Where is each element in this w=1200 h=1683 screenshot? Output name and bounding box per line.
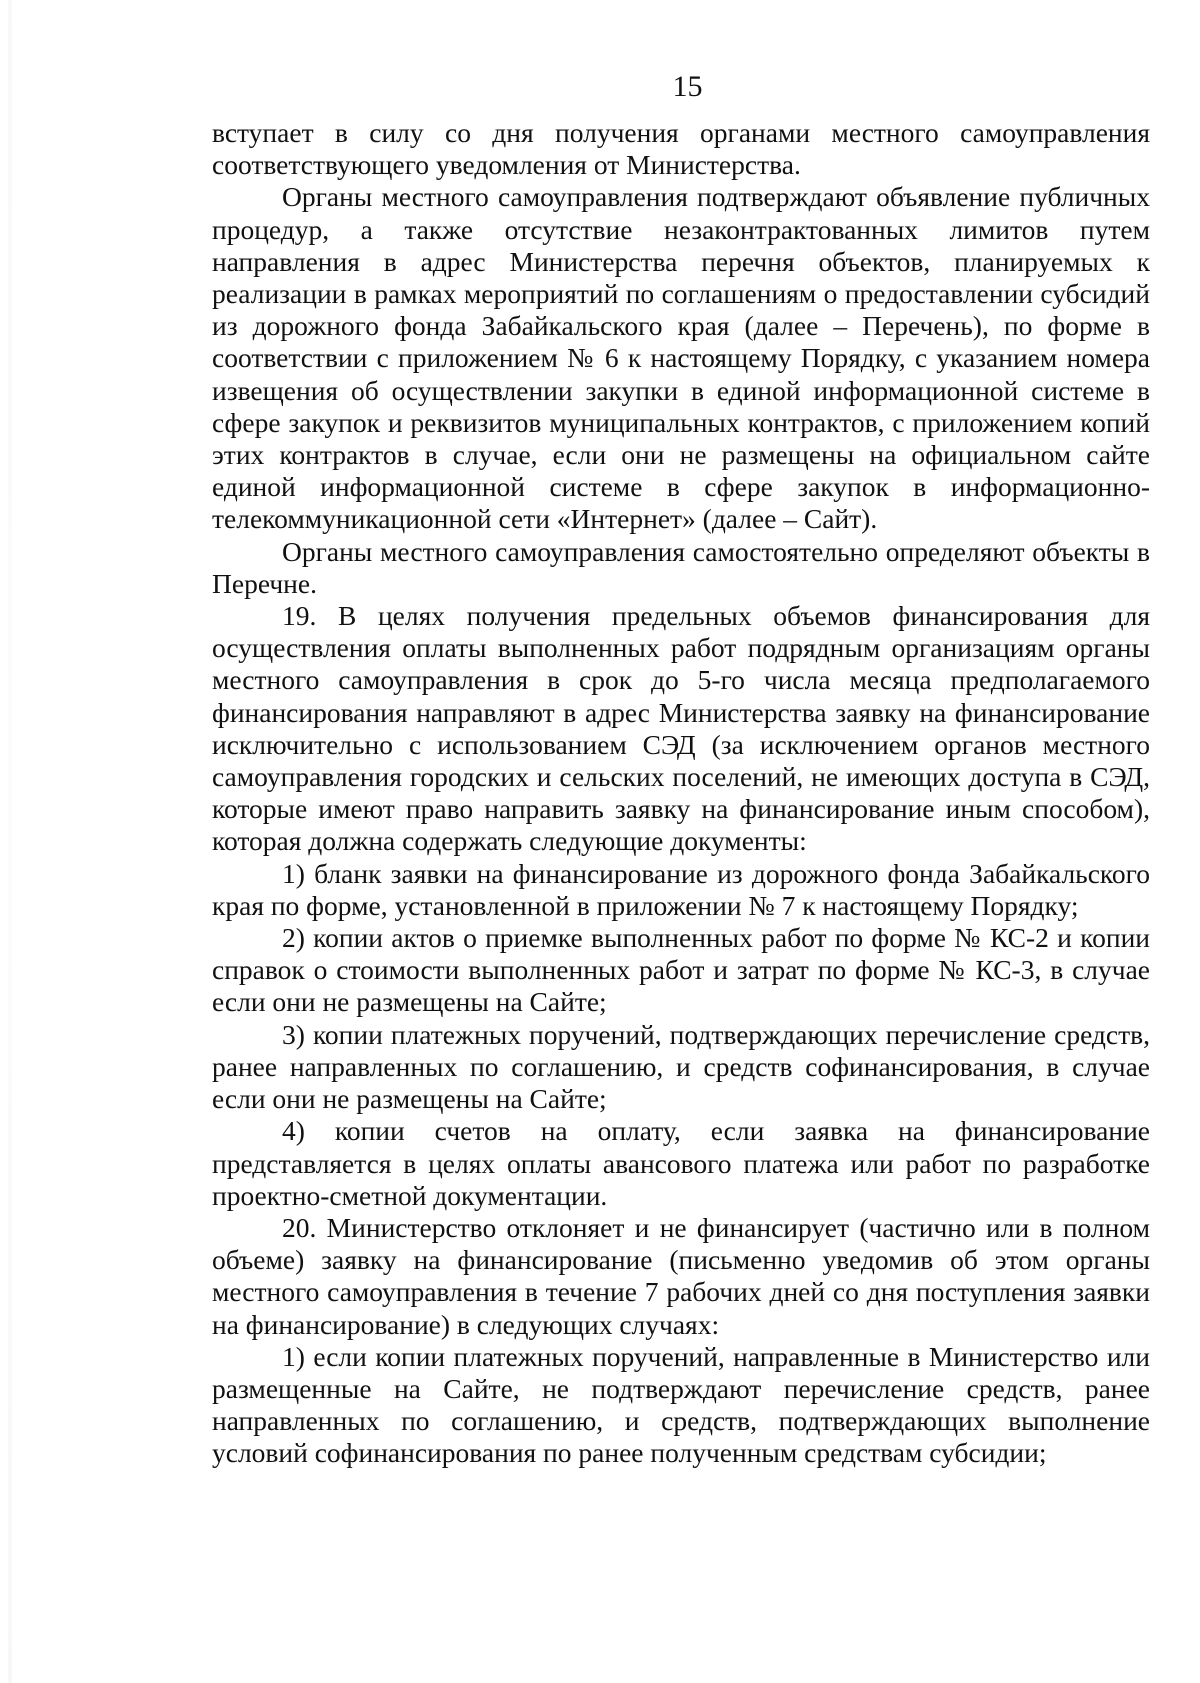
document-body (212, 117, 1150, 1470)
list-item-19-3: 3) копии платежных поручений, подтверждающих перечисление средств, ранее направленных по соглашению, и средств софинансирования, в случае если они не размещены на Сайте; (212, 1018, 1150, 1115)
paragraph-item-20: 20. Министерство отклоняет и не финансирует (частично или в полном объеме) заявку на финансирование (письменно уведомив об этом органы местного самоуправления в течение 7 рабочих дней со дня поступления заявки на финансирование) в следующих случаях: (212, 1211, 1150, 1340)
list-item-19-1: 1) бланк заявки на финансирование из дорожного фонда Забайкальского края по форме, установленной в приложении № 7 к настоящему Порядку; (212, 857, 1150, 921)
list-item-19-2: 2) копии актов о приемке выполненных работ по форме № КС-2 и копии справок о стоимости выполненных работ и затрат по форме № КС-3, в случае если они не размещены на Сайте; (212, 922, 1150, 1018)
paragraph-objects-list: Органы местного самоуправления самостоятельно определяют объекты в Перечне. (212, 535, 1150, 599)
paragraph-public-procedures: Органы местного самоуправления подтверждают объявление публичных процедур, а также отсутствие незаконтрактованных лимитов путем направления в адрес Министерства перечня объектов, планируемых к реализации в рамках мероприятий по соглашениям о предоставлении субсидий из дорожного фонда Забайкальского края (далее – Перечень), по форме в соответствии с приложением № 6 к настоящему Порядку, с указанием номера извещения об осуществлении закупки в единой информационной системе в сфере закупок и реквизитов муниципальных контрактов, с приложением копий этих контрактов в случае, если они не размещены на официальном сайте единой информационной системе в сфере закупок в информационно-телекоммуникационной сети «Интернет» (далее – Сайт). (212, 181, 1150, 535)
paragraph-item-19: 19. В целях получения предельных объемов финансирования для осуществления оплаты выполненных работ подрядным организациям органы местного самоуправления в срок до 5-го числа месяца предполагаемого финансирования направляют в адрес Министерства заявку на финансирование исключительно с использованием СЭД (за исключением органов местного самоуправления городских и сельских поселений, не имеющих доступа в СЭД, которые имеют право направить заявку на финансирование иным способом), которая должна содержать следующие документы: (212, 600, 1150, 857)
list-item-19-4: 4) копии счетов на оплату, если заявка на финансирование представляется в целях оплаты авансового платежа или работ по разработке проектно-сметной документации. (212, 1115, 1150, 1211)
scan-edge-shadow (8, 0, 12, 1683)
page-number: 15 (672, 70, 703, 103)
paragraph-continuation: вступает в силу со дня получения органами местного самоуправления соответствующего уведомления от Министерства. (212, 117, 1150, 181)
list-item-20-1: 1) если копии платежных поручений, направленные в Министерство или размещенные на Сайте, не подтверждают перечисление средств, ранее направленных по соглашению, и средств, подтверждающих выполнение условий софинансирования по ранее полученным средствам субсидии; (212, 1340, 1150, 1469)
